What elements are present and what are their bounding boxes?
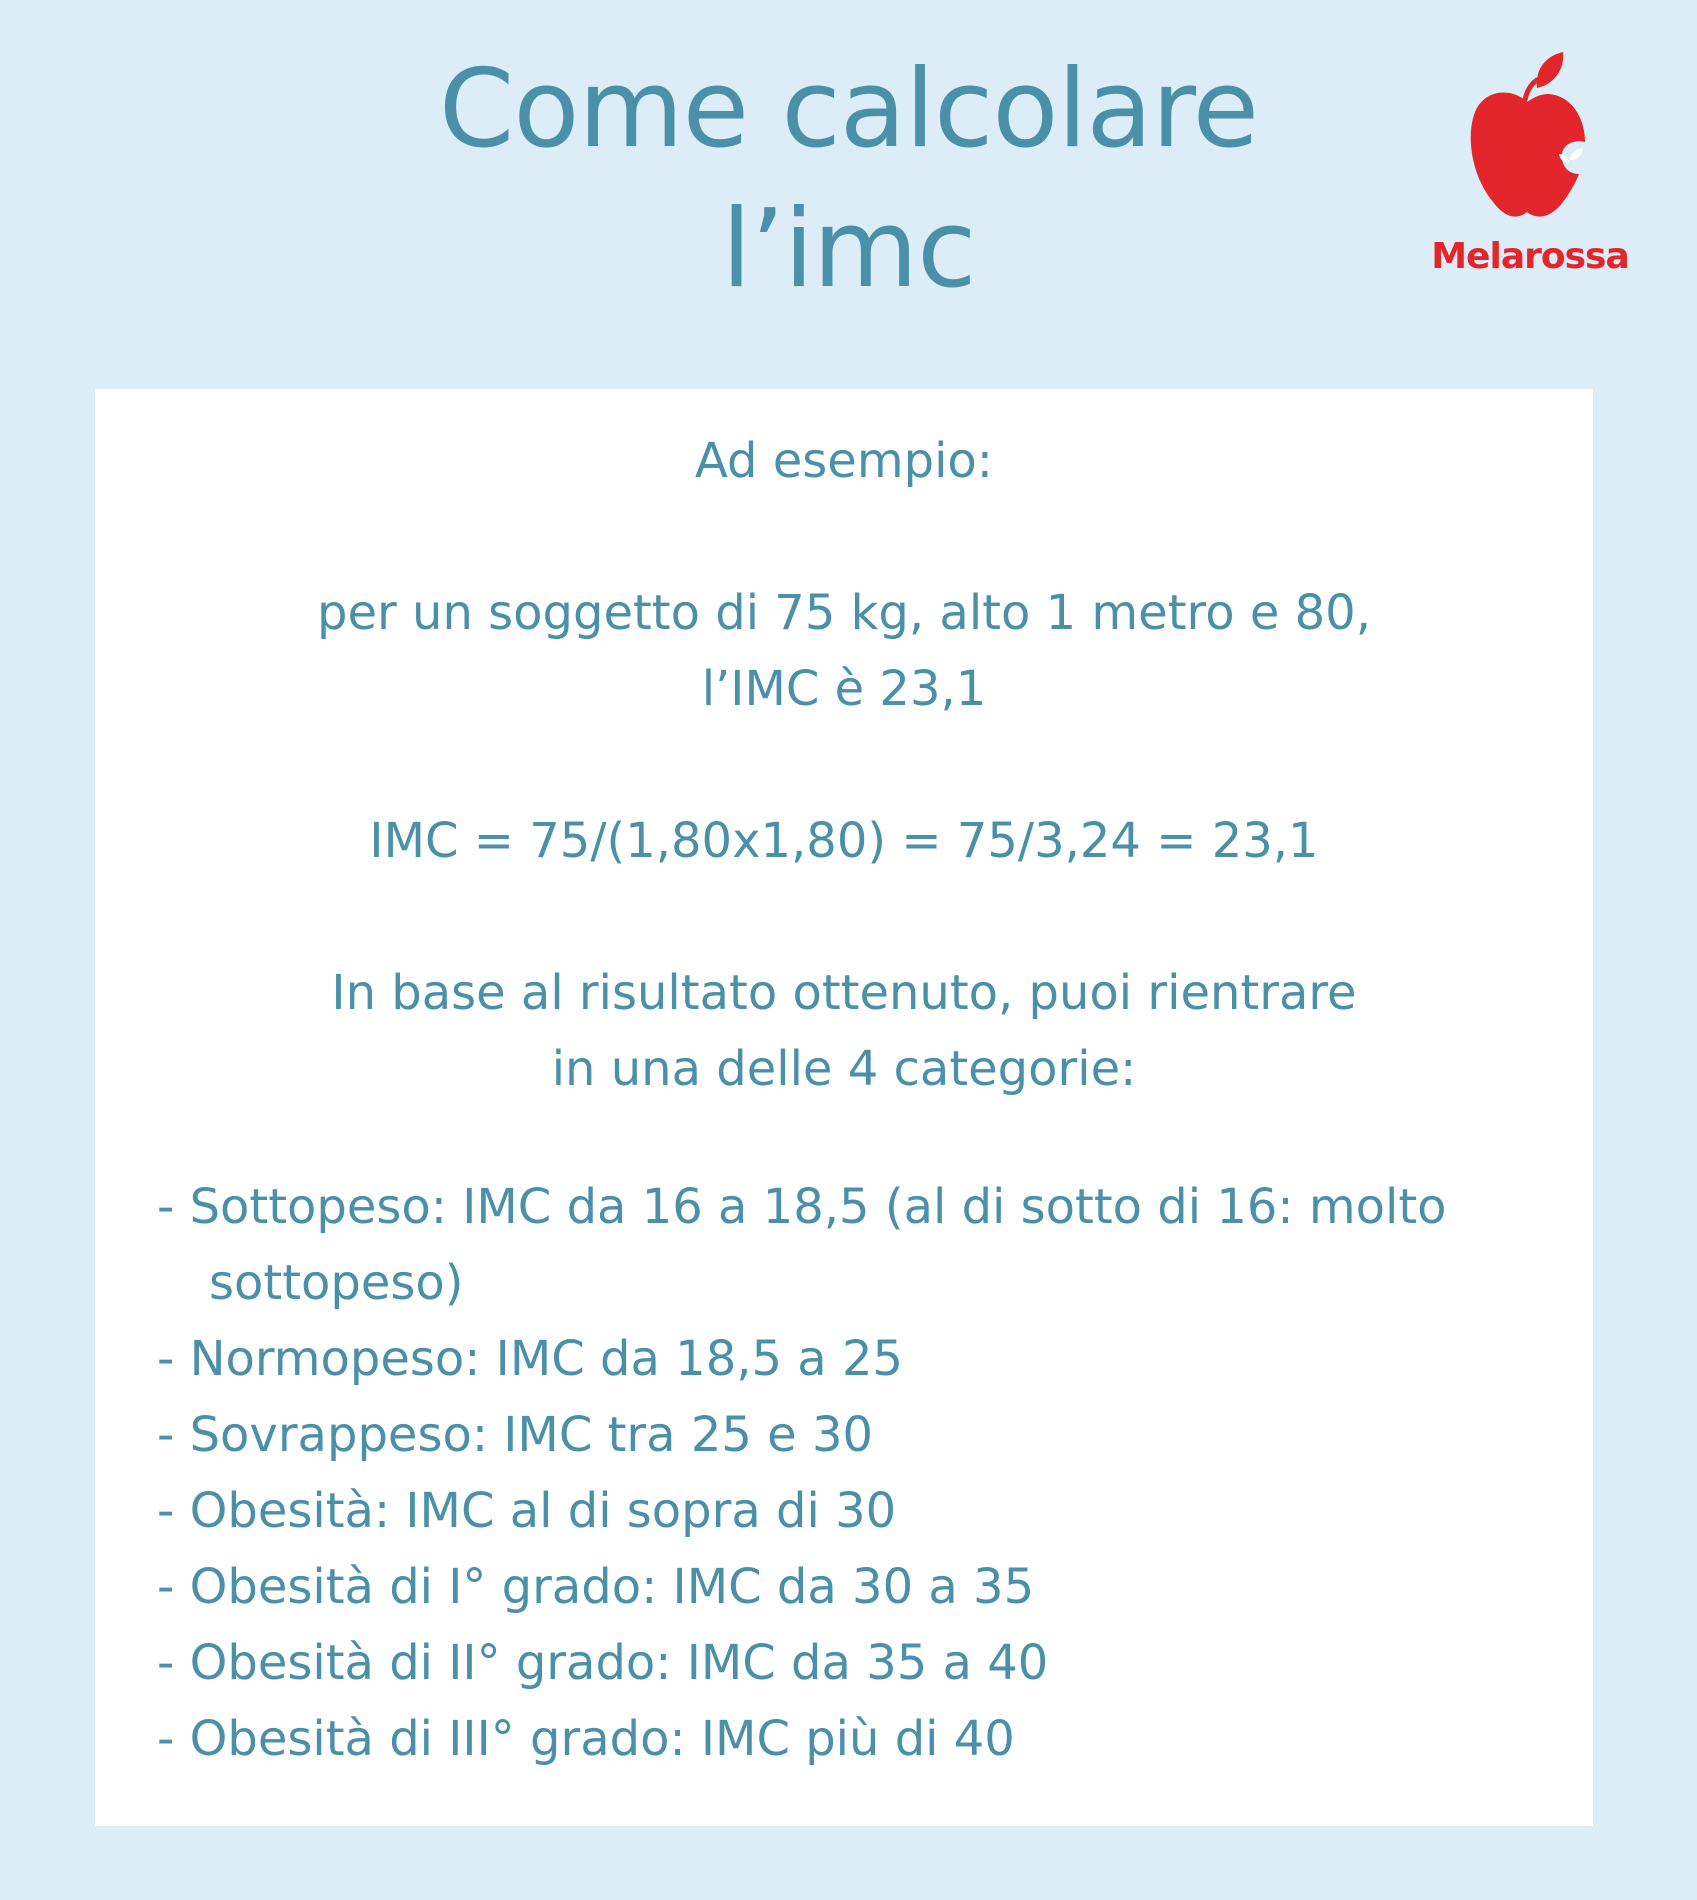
list-item	[157, 1625, 1557, 1701]
apple-icon	[1465, 50, 1595, 230]
list-item-text: - Obesità di II° grado: IMC da 35 a 40	[157, 1635, 1049, 1691]
list-item	[157, 1169, 1557, 1321]
bmi-category-list	[157, 1169, 1557, 1777]
list-item	[157, 1321, 1557, 1397]
page-title-line-1: Come calcolare	[438, 47, 1259, 172]
melarossa-logo	[1420, 50, 1640, 290]
list-item-text: - Obesità di I° grado: IMC da 30 a 35	[157, 1559, 1035, 1615]
page-title-line-2: l’imc	[721, 187, 976, 312]
list-item-text: - Sovrappeso: IMC tra 25 e 30	[157, 1407, 874, 1463]
list-item	[157, 1397, 1557, 1473]
list-item-text: - Obesità di III° grado: IMC più di 40	[157, 1711, 1015, 1767]
list-item-text: - Normopeso: IMC da 18,5 a 25	[157, 1331, 904, 1387]
example-text-line-1: per un soggetto di 75 kg, alto 1 metro e 80,	[317, 585, 1371, 641]
example-text-line-2: l’IMC è 23,1	[701, 661, 987, 717]
formula-text: IMC = 75/(1,80x1,80) = 75/3,24 = 23,1	[369, 813, 1319, 869]
content-card	[95, 389, 1593, 1826]
list-item-text: - Obesità: IMC al di sopra di 30	[157, 1483, 897, 1539]
list-item	[157, 1549, 1557, 1625]
list-item-text-continued: sottopeso)	[209, 1255, 464, 1311]
categories-intro-line-2: in una delle 4 categorie:	[551, 1041, 1137, 1097]
list-item	[157, 1473, 1557, 1549]
logo-text: Melarossa	[1431, 236, 1629, 277]
categories-intro-line-1: In base al risultato ottenuto, puoi rientrare	[331, 965, 1357, 1021]
list-item	[157, 1701, 1557, 1777]
intro-text: Ad esempio:	[695, 433, 993, 489]
list-item-text: - Sottopeso: IMC da 16 a 18,5 (al di sotto di 16: molto	[157, 1179, 1447, 1235]
